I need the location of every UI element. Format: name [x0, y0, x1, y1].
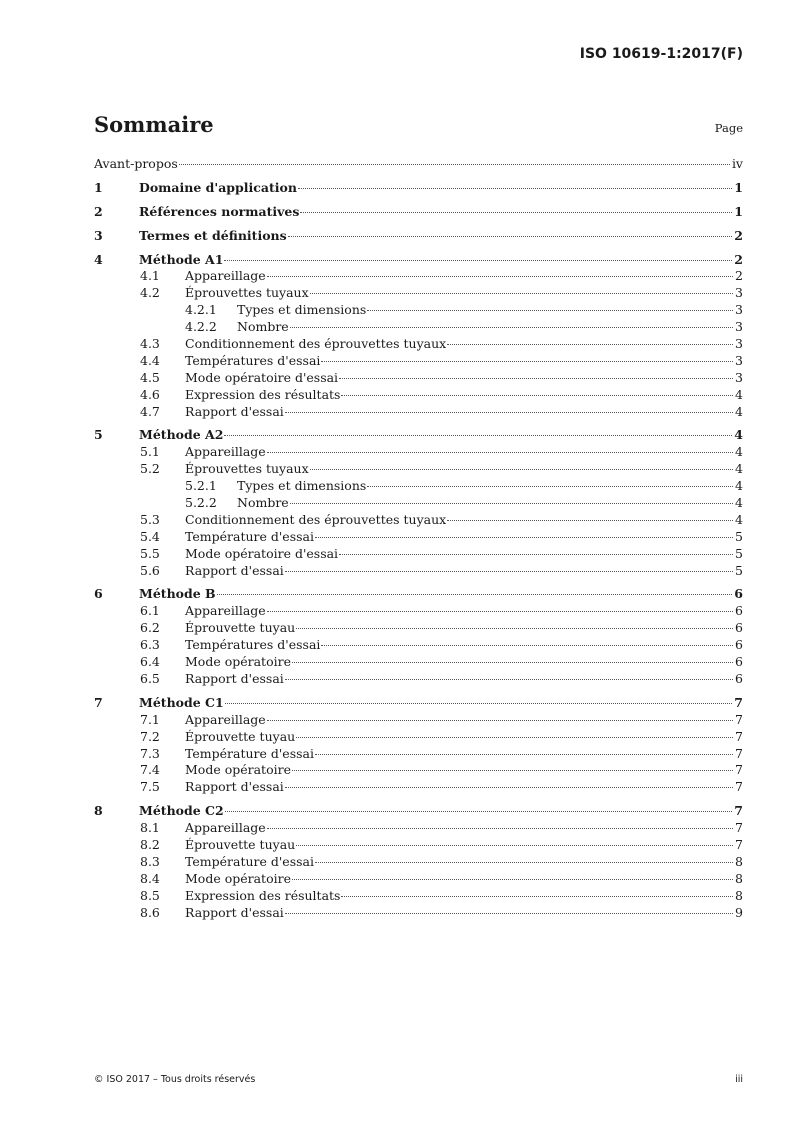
toc-dot-leader: [290, 503, 733, 504]
toc-entry-number: 8.3: [140, 853, 160, 869]
toc-entry[interactable]: [94, 228, 743, 245]
toc-entry-title: Température d'essai: [185, 745, 314, 761]
toc-entry-page: 2: [734, 227, 743, 243]
toc-entry-title: Méthode A2: [139, 427, 224, 443]
toc-entry-title: Termes et définitions: [139, 227, 287, 243]
toc-dot-leader: [315, 862, 733, 863]
toc-entry-page: 6: [735, 603, 743, 619]
toc-entry-page: 3: [735, 302, 743, 318]
toc-entry[interactable]: [94, 888, 743, 905]
toc-entry-title: Domaine d'application: [139, 179, 297, 195]
toc-dot-leader: [267, 611, 733, 612]
toc-entry-number: 7.5: [140, 779, 160, 795]
toc-entry-number: 8.4: [140, 870, 160, 886]
toc-entry-title: Références normatives: [139, 203, 300, 219]
toc-entry-title: Éprouvette tuyau: [185, 728, 296, 744]
toc-dot-leader: [447, 520, 733, 521]
toc-dot-leader: [225, 703, 733, 704]
toc-entry-number: 4.2: [140, 285, 160, 301]
toc-dot-leader: [285, 571, 733, 572]
toc-dot-leader: [341, 896, 733, 897]
toc-entry-number: 6: [94, 586, 103, 602]
toc-entry-number: 6.4: [140, 654, 160, 670]
toc-entry[interactable]: [94, 654, 743, 671]
toc-entry-title: Avant-propos: [94, 156, 178, 171]
toc-entry[interactable]: [94, 444, 743, 461]
toc-entry-title: Appareillage: [185, 268, 266, 284]
toc-entry[interactable]: [94, 695, 743, 712]
toc-entry[interactable]: [94, 563, 743, 580]
toc-entry-page: 7: [734, 694, 743, 710]
toc-dot-leader: [339, 378, 733, 379]
toc-entry-page: 3: [735, 319, 743, 335]
toc-entry-number: 7: [94, 694, 103, 710]
toc-entry-number: 8.1: [140, 820, 160, 836]
toc-entry-title: Méthode C1: [139, 694, 224, 710]
toc-entry-number: 5.3: [140, 511, 160, 527]
toc-dot-leader: [339, 554, 733, 555]
toc-dot-leader: [224, 435, 732, 436]
title-row: [94, 112, 743, 137]
toc-entry-title: Éprouvettes tuyaux: [185, 285, 309, 301]
toc-dot-leader: [267, 720, 733, 721]
toc-entry-title: Appareillage: [185, 444, 266, 460]
toc-entry[interactable]: [94, 370, 743, 387]
toc-entry[interactable]: [94, 671, 743, 688]
toc-entry-page: 4: [735, 444, 743, 460]
toc-dot-leader: [296, 845, 733, 846]
toc-entry-title: Rapport d'essai: [185, 779, 284, 795]
toc-entry-number: 6.1: [140, 603, 160, 619]
toc-entry[interactable]: [94, 586, 743, 603]
toc-entry-number: 8.5: [140, 887, 160, 903]
toc-entry-number: 5: [94, 427, 103, 443]
toc-entry-page: 6: [735, 637, 743, 653]
toc-entry[interactable]: [94, 529, 743, 546]
toc-entry[interactable]: [94, 871, 743, 888]
toc-entry-title: Appareillage: [185, 820, 266, 836]
toc-entry-title: Nombre: [237, 495, 289, 511]
toc-entry-number: 5.2: [140, 461, 160, 477]
toc-entry[interactable]: [94, 461, 743, 478]
toc-entry-page: 5: [735, 545, 743, 561]
toc-entry[interactable]: [94, 729, 743, 746]
toc-entry-number: 8.2: [140, 836, 160, 852]
footer: [94, 1074, 743, 1085]
toc-entry-page: 1: [734, 203, 743, 219]
toc-entry[interactable]: [94, 387, 743, 404]
toc-entry-page: 7: [735, 745, 743, 761]
toc-dot-leader: [321, 361, 733, 362]
toc-entry[interactable]: [94, 712, 743, 729]
toc-entry-number: 4.5: [140, 369, 160, 385]
toc-entry[interactable]: [94, 180, 743, 197]
toc-entry-title: Éprouvette tuyau: [185, 836, 296, 852]
toc-dot-leader: [310, 469, 733, 470]
toc-entry-title: Conditionnement des éprouvettes tuyaux: [185, 336, 447, 352]
toc-entry-title: Mode opératoire d'essai: [185, 545, 339, 561]
toc-entry-title: Expression des résultats: [185, 887, 341, 903]
toc-dot-leader: [292, 879, 733, 880]
toc-entry-title: Nombre: [237, 319, 289, 335]
toc-entry-title: Méthode C2: [139, 803, 224, 819]
toc-entry[interactable]: [94, 204, 743, 221]
toc-entry-page: 3: [735, 285, 743, 301]
toc-entry-number: 5.1: [140, 444, 160, 460]
toc-entry-title: Température d'essai: [185, 853, 314, 869]
toc-dot-leader: [292, 770, 733, 771]
toc-entry-page: 7: [734, 803, 743, 819]
toc-dot-leader: [310, 293, 733, 294]
toc-entry-page: 3: [735, 369, 743, 385]
toc-entry[interactable]: [94, 820, 743, 837]
toc-entry-number: 1: [94, 179, 103, 195]
toc-dot-leader: [315, 754, 733, 755]
toc-entry[interactable]: [94, 512, 743, 529]
toc-dot-leader: [292, 662, 733, 663]
toc-entry-page: 6: [734, 586, 743, 602]
toc-entry[interactable]: [94, 546, 743, 563]
toc-entry-page: 7: [735, 711, 743, 727]
toc-entry-number: 5.2.1: [185, 478, 217, 494]
toc-entry-title: Méthode B: [139, 586, 216, 602]
toc-entry[interactable]: [94, 478, 743, 495]
toc-entry-title: Températures d'essai: [185, 352, 321, 368]
toc-entry[interactable]: [94, 404, 743, 421]
toc-dot-leader: [267, 828, 733, 829]
toc-entry-number: 7.3: [140, 745, 160, 761]
toc-entry[interactable]: [94, 905, 743, 922]
toc-dot-leader: [367, 310, 733, 311]
toc-entry[interactable]: [94, 268, 743, 285]
toc-entry-page: 8: [735, 887, 743, 903]
toc-entry-page: 5: [735, 562, 743, 578]
toc-dot-leader: [296, 737, 733, 738]
toc-entry[interactable]: [94, 637, 743, 654]
toc-entry-number: 5.4: [140, 528, 160, 544]
toc-entry-page: 8: [735, 853, 743, 869]
toc-entry-page: 7: [735, 779, 743, 795]
toc-dot-leader: [217, 594, 733, 595]
toc-dot-leader: [288, 236, 733, 237]
toc-entry-number: 6.5: [140, 670, 160, 686]
toc-dot-leader: [225, 811, 733, 812]
toc-entry-number: 7.1: [140, 711, 160, 727]
toc-entry-page: 3: [735, 336, 743, 352]
toc-entry-number: 5.2.2: [185, 495, 217, 511]
toc-entry-number: 8.6: [140, 904, 160, 920]
toc-entry-page: 7: [735, 728, 743, 744]
toc-entry-page: 4: [735, 511, 743, 527]
document-id: ISO 10619-1:2017(F): [579, 46, 743, 62]
toc-dot-leader: [290, 327, 733, 328]
toc-entry-title: Mode opératoire d'essai: [185, 369, 339, 385]
toc-entry[interactable]: [94, 156, 743, 173]
toc-dot-leader: [367, 486, 733, 487]
toc-entry-page: 4: [735, 495, 743, 511]
toc-entry-title: Appareillage: [185, 603, 266, 619]
page-column-label: Page: [714, 121, 743, 135]
toc-entry-title: Rapport d'essai: [185, 904, 284, 920]
toc-entry-page: 4: [735, 478, 743, 494]
toc-entry-page: 4: [735, 403, 743, 419]
toc-entry-title: Mode opératoire: [185, 870, 291, 886]
toc-entry-title: Appareillage: [185, 711, 266, 727]
toc-entry-title: Températures d'essai: [185, 637, 321, 653]
toc-dot-leader: [285, 913, 733, 914]
toc-entry-number: 8: [94, 803, 103, 819]
toc-entry-page: iv: [731, 156, 743, 171]
toc-entry-title: Mode opératoire: [185, 762, 291, 778]
toc-entry-page: 6: [735, 620, 743, 636]
toc-entry-number: 3: [94, 227, 103, 243]
page-title: Sommaire: [94, 112, 214, 137]
toc-entry-title: Types et dimensions: [237, 302, 367, 318]
toc-entry-number: 7.4: [140, 762, 160, 778]
toc-entry[interactable]: [94, 620, 743, 637]
toc-entry-number: 5.5: [140, 545, 160, 561]
toc-entry-title: Éprouvette tuyau: [185, 620, 296, 636]
toc-entry-page: 6: [735, 670, 743, 686]
toc-dot-leader: [298, 188, 732, 189]
toc-entry-title: Conditionnement des éprouvettes tuyaux: [185, 511, 447, 527]
toc-dot-leader: [447, 344, 733, 345]
toc-dot-leader: [285, 787, 733, 788]
toc-entry-title: Rapport d'essai: [185, 670, 284, 686]
toc-entry-page: 4: [735, 461, 743, 477]
toc-entry-title: Mode opératoire: [185, 654, 291, 670]
toc-dot-leader: [285, 412, 733, 413]
toc-dot-leader: [224, 260, 732, 261]
toc-entry[interactable]: [94, 779, 743, 796]
toc-entry[interactable]: [94, 252, 743, 269]
toc-entry[interactable]: [94, 603, 743, 620]
toc-entry[interactable]: [94, 837, 743, 854]
toc-dot-leader: [267, 276, 733, 277]
toc-entry-number: 6.2: [140, 620, 160, 636]
toc-entry-number: 4.2.1: [185, 302, 217, 318]
toc-entry-number: 4.1: [140, 268, 160, 284]
toc-dot-leader: [300, 212, 732, 213]
toc-entry-title: Types et dimensions: [237, 478, 367, 494]
toc-entry[interactable]: [94, 336, 743, 353]
toc-entry-number: 4.7: [140, 403, 160, 419]
toc-entry[interactable]: [94, 746, 743, 763]
toc-dot-leader: [267, 452, 733, 453]
toc-dot-leader: [296, 628, 733, 629]
copyright-notice: © ISO 2017 – Tous droits réservés: [94, 1074, 256, 1085]
toc-entry-number: 7.2: [140, 728, 160, 744]
toc-entry-page: 7: [735, 762, 743, 778]
toc-entry-number: 4.6: [140, 386, 160, 402]
toc-entry-page: 4: [735, 386, 743, 402]
toc-entry[interactable]: [94, 762, 743, 779]
toc-entry-title: Méthode A1: [139, 251, 224, 267]
toc-entry-page: 7: [735, 836, 743, 852]
toc-entry-title: Température d'essai: [185, 528, 314, 544]
toc-entry[interactable]: [94, 353, 743, 370]
toc-entry-number: 6.3: [140, 637, 160, 653]
toc-entry[interactable]: [94, 285, 743, 302]
footer-page-number: iii: [735, 1074, 743, 1085]
toc-entry-title: Éprouvettes tuyaux: [185, 461, 309, 477]
toc-dot-leader: [285, 679, 733, 680]
toc-entry[interactable]: [94, 302, 743, 319]
toc-entry-page: 4: [734, 427, 743, 443]
toc-entry-number: 4.2.2: [185, 319, 217, 335]
toc-dot-leader: [179, 164, 730, 165]
toc-entry-page: 1: [734, 179, 743, 195]
toc-entry[interactable]: [94, 427, 743, 444]
toc-dot-leader: [315, 537, 733, 538]
toc-entry-title: Expression des résultats: [185, 386, 341, 402]
toc-entry-number: 4.4: [140, 352, 160, 368]
table-of-contents: [94, 156, 743, 921]
toc-entry-page: 6: [735, 654, 743, 670]
toc-dot-leader: [341, 395, 733, 396]
toc-entry-number: 5.6: [140, 562, 160, 578]
toc-entry-page: 2: [734, 251, 743, 267]
toc-entry[interactable]: [94, 495, 743, 512]
toc-dot-leader: [321, 645, 733, 646]
toc-entry-number: 4: [94, 251, 103, 267]
toc-entry-number: 4.3: [140, 336, 160, 352]
toc-entry-page: 3: [735, 352, 743, 368]
toc-entry[interactable]: [94, 854, 743, 871]
toc-entry-page: 9: [735, 904, 743, 920]
toc-entry[interactable]: [94, 803, 743, 820]
toc-entry-page: 2: [735, 268, 743, 284]
toc-entry-page: 8: [735, 870, 743, 886]
toc-entry-number: 2: [94, 203, 103, 219]
toc-entry-page: 7: [735, 820, 743, 836]
toc-entry[interactable]: [94, 319, 743, 336]
toc-entry-page: 5: [735, 528, 743, 544]
toc-entry-title: Rapport d'essai: [185, 562, 284, 578]
toc-entry-title: Rapport d'essai: [185, 403, 284, 419]
